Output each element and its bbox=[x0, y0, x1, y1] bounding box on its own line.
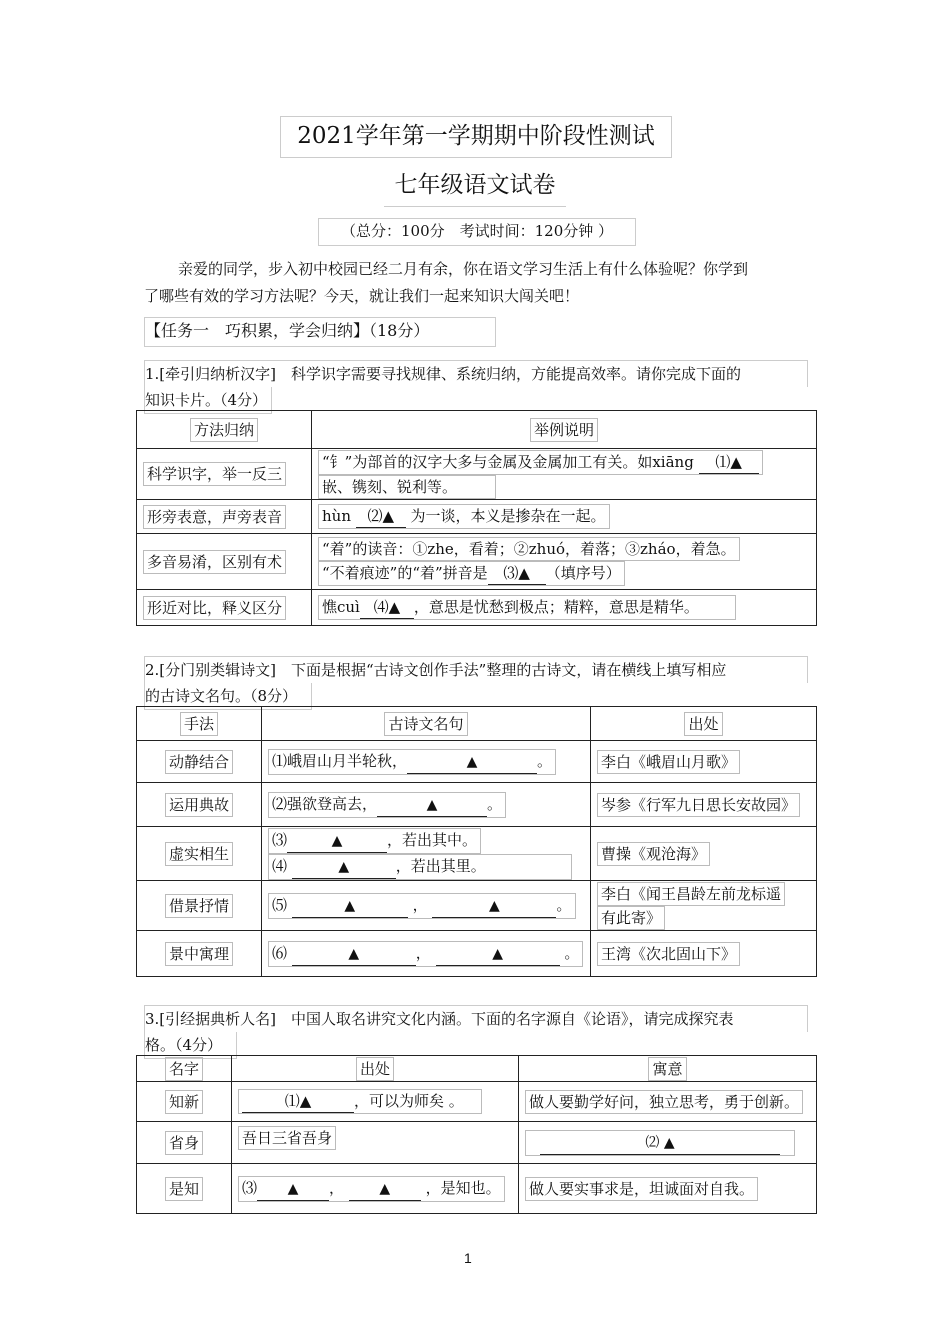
q2-source-cell: 岑参《行军九日思长安故园》 bbox=[591, 783, 817, 827]
q1-answer-blank-1[interactable]: ⑴▲ bbox=[699, 451, 759, 474]
q3-answer-blank[interactable]: ▲ bbox=[349, 1178, 421, 1201]
q1-answer-blank-3[interactable]: ⑶▲ bbox=[488, 562, 546, 585]
q3-answer-blank[interactable]: ⑴▲ bbox=[242, 1090, 354, 1113]
q1-example-cell: 憔cuì ⑷▲ ，意思是忧愁到极点；精粹，意思是精华。 bbox=[312, 590, 817, 626]
q2-method-cell: 运用典故 bbox=[137, 783, 262, 827]
q2-source-cell: 李白《闻王昌龄左前龙标遥 有此寄》 bbox=[591, 881, 817, 931]
q3-header-cell: 寓意 bbox=[519, 1056, 817, 1082]
intro-paragraph bbox=[144, 256, 812, 310]
exam-subtitle: 七年级语文试卷 bbox=[384, 166, 566, 207]
q1-example-cell: “着”的读音：①zhe，看着；②zhuó，着落；③zháo，着急。 “不着痕迹”的“着”拼音是 ⑶▲ （填序号） bbox=[312, 534, 817, 590]
intro-line: 亲爱的同学，步入初中校园已经二月有余，你在语文学习生活上有什么体验呢？你学到 bbox=[178, 260, 749, 278]
exam-title: 2021学年第一学期期中阶段性测试 bbox=[280, 116, 672, 158]
q2-poem-cell: ⑵强欲登高去， ▲ 。 bbox=[262, 783, 591, 827]
page-number: 1 bbox=[464, 1250, 472, 1266]
q2-table bbox=[136, 706, 817, 977]
q2-poem-cell: ⑶ ▲ ，若出其中。 ⑷ ▲ ，若出其里。 bbox=[262, 827, 591, 881]
q2-answer-blank[interactable]: ▲ bbox=[292, 943, 416, 966]
q2-answer-blank[interactable]: ▲ bbox=[407, 751, 537, 774]
q1-header-cell: 方法归纳 bbox=[137, 411, 312, 449]
q1-method-cell: 多音易淆，区别有术 bbox=[137, 534, 312, 590]
q2-poem-cell: ⑹ ▲ ， ▲ 。 bbox=[262, 931, 591, 977]
q1-method-cell: 科学识字，举一反三 bbox=[137, 449, 312, 500]
q3-answer-blank[interactable]: ⑵ ▲ bbox=[540, 1132, 780, 1155]
q2-method-cell: 动静结合 bbox=[137, 741, 262, 783]
q1-answer-blank-4[interactable]: ⑷▲ bbox=[360, 596, 414, 619]
q2-method-cell: 借景抒情 bbox=[137, 881, 262, 931]
q3-header-cell: 出处 bbox=[232, 1056, 519, 1082]
q3-line: 格。（4分） bbox=[144, 1032, 237, 1059]
q1-example-cell: hùn ⑵▲ 为一谈，本义是掺杂在一起。 bbox=[312, 500, 817, 534]
task1-heading: 【任务一 巧积累，学会归纳】（18分） bbox=[144, 317, 496, 347]
q3-answer-blank[interactable]: ▲ bbox=[257, 1178, 329, 1201]
q2-answer-blank[interactable]: ▲ bbox=[292, 856, 396, 879]
q1-method-cell: 形近对比，释义区分 bbox=[137, 590, 312, 626]
q1-answer-blank-2[interactable]: ⑵▲ bbox=[356, 505, 406, 528]
q2-answer-blank[interactable]: ▲ bbox=[292, 895, 408, 918]
q2-line: 的古诗文名句。（8分） bbox=[144, 683, 312, 710]
q2-poem-cell: ⑴峨眉山月半轮秋， ▲ 。 bbox=[262, 741, 591, 783]
q2-header-cell: 古诗文名句 bbox=[262, 707, 591, 741]
intro-line: 了哪些有效的学习方法呢？今天，就让我们一起来知识大闯关吧！ bbox=[144, 287, 580, 305]
q1-example-cell: “钅”为部首的汉字大多与金属及金属加工有关。如xiāng ⑴▲ 嵌、镌刻、锐利等。 bbox=[312, 449, 817, 500]
q3-name-cell: 省身 bbox=[137, 1122, 232, 1164]
q3-meaning-cell: 做人要勤学好问，独立思考，勇于创新。 bbox=[519, 1082, 817, 1122]
q2-header-cell: 出处 bbox=[591, 707, 817, 741]
q2-poem-cell: ⑸ ▲ ， ▲ 。 bbox=[262, 881, 591, 931]
q1-table bbox=[136, 410, 817, 626]
q1-line: 1.[牵引归纳析汉字] 科学识字需要寻找规律、系统归纳，方能提高效率。请你完成下面的 bbox=[144, 360, 808, 387]
q3-source-cell: ⑶ ▲ ， ▲ ，是知也。 bbox=[232, 1164, 519, 1214]
q3-line: 3.[引经据典析人名] 中国人取名讲究文化内涵。下面的名字源自《论语》，请完成探究表 bbox=[144, 1005, 808, 1032]
q3-name-cell: 是知 bbox=[137, 1164, 232, 1214]
q3-table bbox=[136, 1055, 817, 1214]
q2-source-cell: 李白《峨眉山月歌》 bbox=[591, 741, 817, 783]
exam-info: （总分：100分 考试时间：120分钟 ） bbox=[318, 218, 636, 246]
q3-source-cell: 吾日三省吾身 bbox=[232, 1122, 519, 1164]
q1-header-cell: 举例说明 bbox=[312, 411, 817, 449]
q3-meaning-cell: 做人要实事求是，坦诚面对自我。 bbox=[519, 1164, 817, 1214]
q2-method-cell: 虚实相生 bbox=[137, 827, 262, 881]
q2-source-cell: 王湾《次北固山下》 bbox=[591, 931, 817, 977]
q3-header-cell: 名字 bbox=[137, 1056, 232, 1082]
q2-answer-blank[interactable]: ▲ bbox=[432, 895, 556, 918]
q2-header-cell: 手法 bbox=[137, 707, 262, 741]
q3-source-cell: ⑴▲ ，可以为师矣 。 bbox=[232, 1082, 519, 1122]
q1-method-cell: 形旁表意，声旁表音 bbox=[137, 500, 312, 534]
q2-source-cell: 曹操《观沧海》 bbox=[591, 827, 817, 881]
q1-line: 知识卡片。（4分） bbox=[144, 387, 272, 414]
q2-answer-blank[interactable]: ▲ bbox=[287, 830, 387, 853]
q2-prompt bbox=[144, 656, 808, 710]
q3-meaning-cell bbox=[519, 1122, 817, 1164]
q1-prompt bbox=[144, 360, 808, 414]
q2-method-cell: 景中寓理 bbox=[137, 931, 262, 977]
q3-name-cell: 知新 bbox=[137, 1082, 232, 1122]
q2-line: 2.[分门别类辑诗文] 下面是根据“古诗文创作手法”整理的古诗文，请在横线上填写相应 bbox=[144, 656, 808, 683]
q3-prompt bbox=[144, 1005, 808, 1059]
q2-answer-blank[interactable]: ▲ bbox=[436, 943, 560, 966]
q2-answer-blank[interactable]: ▲ bbox=[377, 794, 487, 817]
